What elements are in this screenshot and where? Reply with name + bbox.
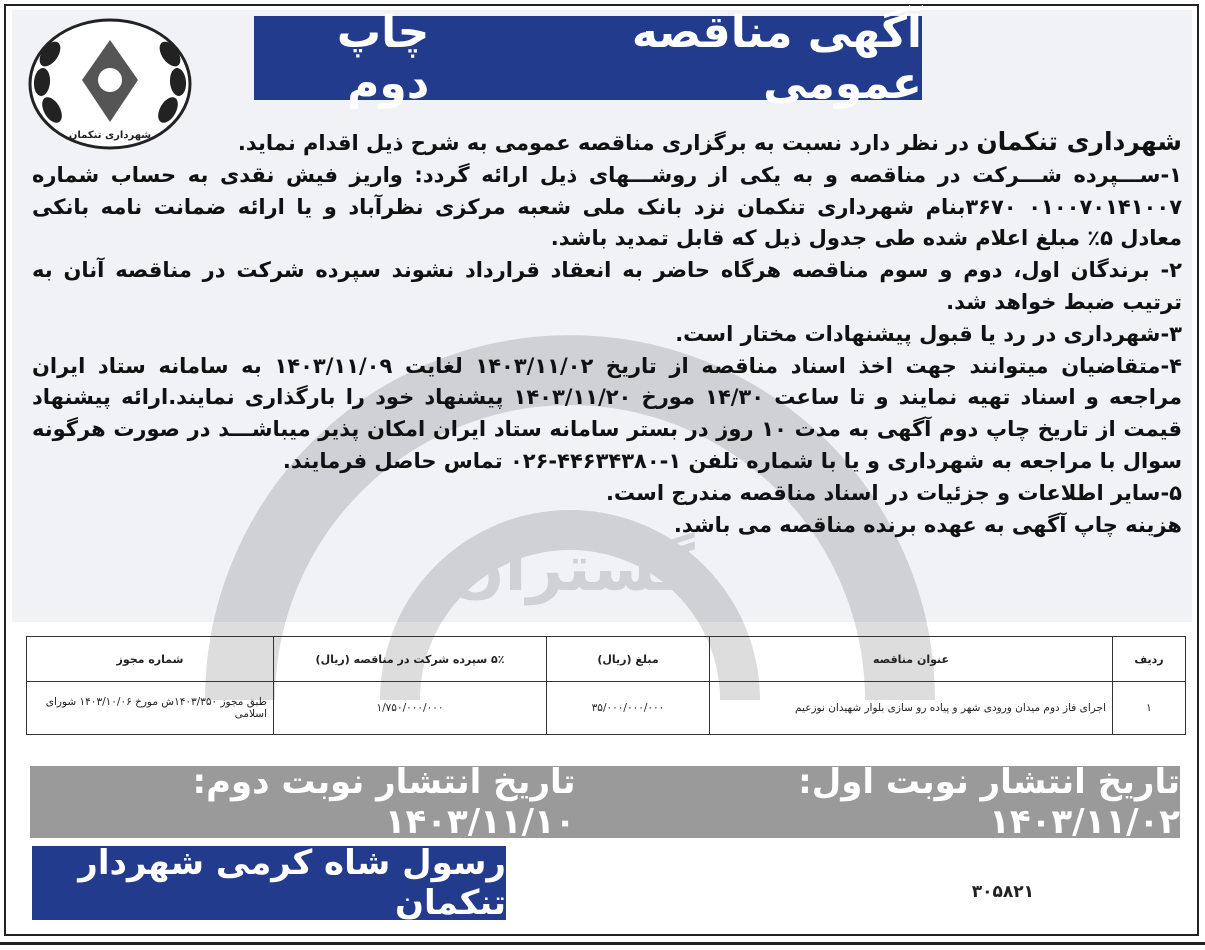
table-header-row — [27, 637, 1186, 682]
cell-row-number: ۱ — [1113, 682, 1186, 735]
item-4: ۴-متقاضیان میتوانند جهت اخذ اسناد مناقصه از تاریخ ۱۴۰۳/۱۱/۰۲ لغایت ۱۴۰۳/۱۱/۰۹ به سامانه ستاد ایران مراجعه و اسناد تهیه نمایند و تا ساعت ۱۴/۳۰ مورخ ۱۴۰۳/۱۱/۲۰ پیشنهاد خود را بارگذاری نمایند.ارائه پیشنهاد قیمت از تاریخ چاپ دوم آگهی به مدت ۱۰ روز در بستر سامانه ستاد ایران امکان پذیر میباشـــد در صورت هرگونه سوال با مراجعه به شهرداری و یا با شماره تلفن ۱-۴۴۶۳۴۳۸۰-۰۲۶ تماس حاصل فرمایند. — [32, 353, 1182, 473]
tender-table — [26, 636, 1186, 735]
edition-label: چاپ دوم — [336, 7, 430, 109]
publication-dates-bar — [30, 762, 1180, 842]
col-permit-number: شماره مجوز — [27, 637, 274, 682]
footer-note: هزینه چاپ آگهی به عهده برنده مناقصه می باشد. — [673, 512, 1182, 537]
notice-title: آگهی مناقصه عمومی — [631, 7, 922, 109]
col-row-number: ردیف — [1113, 637, 1186, 682]
second-publication — [30, 762, 576, 842]
item-5: ۵-سایر اطلاعات و جزئیات در اسناد مناقصه مندرج است. — [605, 480, 1182, 505]
first-publication — [636, 762, 1180, 842]
watermark-text: گستران — [450, 532, 695, 606]
col-amount: مبلغ (ریال) — [547, 637, 710, 682]
second-publication-date: ۱۴۰۳/۱۱/۱۰ — [384, 802, 576, 842]
signer-name: رسول شاه کرمی شهردار تنکمان — [78, 843, 506, 923]
first-publication-label: تاریخ انتشار نوبت اول: — [798, 762, 1180, 802]
intro-paragraph — [32, 126, 1182, 160]
intro-text: در نظر دارد نسبت به برگزاری مناقصه عمومی به شرح ذیل اقدام نماید. — [237, 131, 970, 155]
cell-tender-title: اجرای فاز دوم میدان ورودی شهر و پیاده رو سازی بلوار شهیدان نوزعیم — [710, 682, 1113, 735]
item-1: ۱-ســـپرده شـــرکت در مناقصه و به یکی از روشـــهای ذیل ارائه گردد: واریز فیش نقدی به حساب شماره ۰۱۰۰۷۰۱۴۱۰۰۷ ۳۶۷۰بنام شهرداری تنکمان نزد بانک ملی شعبه مرکزی نظرآباد و یا ارائه ضمانت نامه بانکی معادل ۵٪ مبلغ اعلام شده طی جدول ذیل که قابل تمدید باشد. — [32, 162, 1183, 251]
item-2: ۲- برندگان اول، دوم و سوم مناقصه هرگاه حاضر به انعقاد قرارداد نشوند سپرده شرکت در مناقصه آنان به ترتیب ضبط خواهد شد. — [32, 258, 1182, 314]
bottom-rule — [0, 942, 1205, 945]
first-publication-date: ۱۴۰۳/۱۱/۰۲ — [989, 802, 1180, 842]
col-deposit: ۵٪ سپرده شرکت در مناقصه (ریال) — [274, 637, 547, 682]
cell-permit-number: طبق مجوز ۱۴۰۳/۳۵۰ش مورخ ۱۴۰۳/۱۰/۰۶ شورای اسلامی — [27, 682, 274, 735]
signer-banner — [32, 843, 506, 923]
table-row — [27, 682, 1186, 735]
notice-code: ۳۰۵۸۲۱ — [971, 882, 1034, 902]
item-3: ۳-شهرداری در رد یا قبول پیشنهادات مختار است. — [675, 321, 1182, 346]
logo-caption: شهرداری تنکمان — [68, 130, 152, 141]
issuer-name: شهرداری تنکمان — [976, 127, 1182, 156]
title-banner — [254, 7, 922, 109]
cell-amount: ۳۵/۰۰۰/۰۰۰/۰۰۰ — [547, 682, 710, 735]
cell-deposit: ۱/۷۵۰/۰۰۰/۰۰۰ — [274, 682, 547, 735]
second-publication-label: تاریخ انتشار نوبت دوم: — [192, 762, 576, 802]
logo-emblem-center — [98, 68, 122, 92]
col-tender-title: عنوان مناقصه — [710, 637, 1113, 682]
notice-body — [32, 126, 1182, 541]
